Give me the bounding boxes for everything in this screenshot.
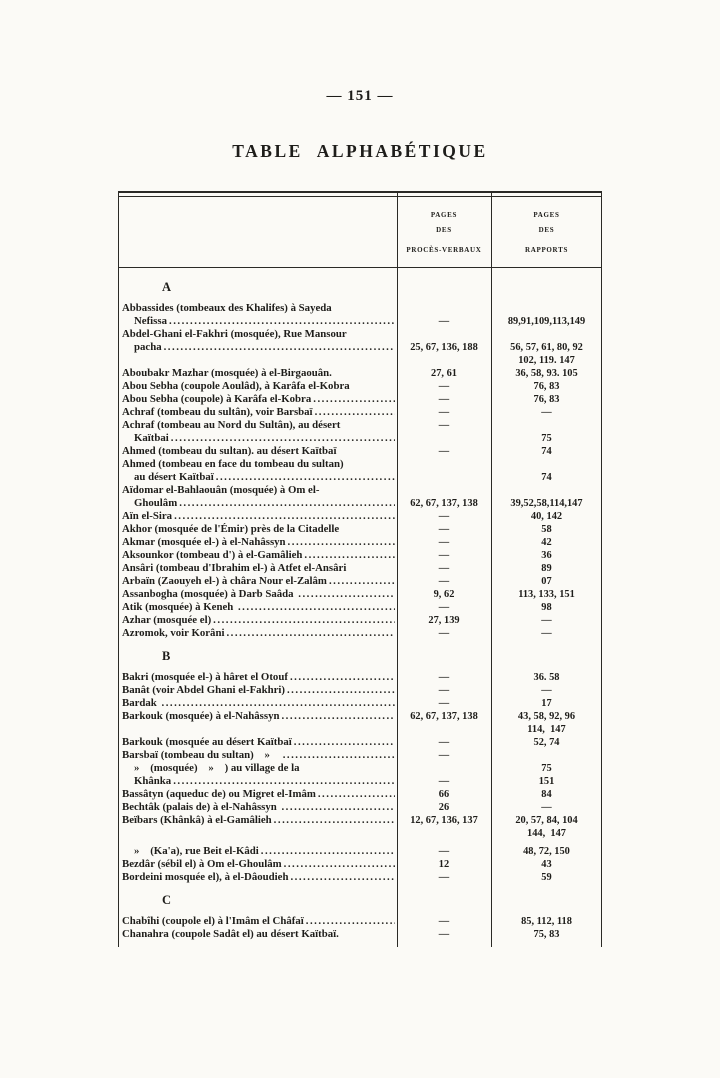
proces-verbaux-pages-cell: —: [438, 628, 450, 639]
proces-verbaux-pages-cell: —: [438, 929, 450, 940]
index-row: [118, 445, 602, 458]
dot-leader: [213, 614, 395, 627]
entry-cell: [118, 367, 397, 380]
dot-leader: [281, 710, 395, 723]
dot-leader: [284, 858, 395, 871]
rapports-pages-cell: 40, 142: [530, 511, 563, 522]
page-title: TABLE ALPHABÉTIQUE: [232, 141, 488, 161]
entry-cell: [118, 801, 397, 814]
entry-text: Aksounkor (tombeau d') à el-Gamâlieh: [122, 549, 303, 561]
entry-cell: [118, 315, 397, 328]
index-row: [118, 697, 602, 710]
index-row: [118, 723, 602, 736]
dot-leader: [306, 915, 395, 928]
entry-cell: [118, 328, 397, 341]
entry-text: Azhar (mosquée el): [122, 614, 212, 626]
index-row: [118, 749, 602, 762]
index-row: [118, 536, 602, 549]
rapports-pages-cell: 56, 57, 61, 80, 92: [510, 342, 583, 353]
index-row: [118, 814, 602, 827]
proces-verbaux-pages-cell: 12: [438, 859, 450, 870]
entry-cell: [118, 749, 397, 762]
entry-text: Abdel-Ghani el-Fakhri (mosquée), Rue Mansour: [122, 328, 347, 340]
proces-verbaux-pages-cell: 27, 61: [431, 368, 457, 379]
entry-text: Atik (mosquée) à Keneh: [122, 601, 236, 613]
entry-text: Bassâtyn (aqueduc de) ou Migret el-Imâm: [122, 788, 316, 800]
rapports-pages-cell: 48, 72, 150: [523, 846, 570, 857]
entry-text: Banât (voir Abdel Ghani el-Fakhri): [122, 684, 285, 696]
dot-leader: [315, 406, 395, 419]
index-row: [118, 328, 602, 341]
rapports-pages-cell: 58: [541, 524, 552, 535]
entry-cell: [118, 684, 397, 697]
entry-text: » (Ka'a), rue Beit el-Kâdi: [134, 845, 259, 857]
entry-cell: [118, 341, 397, 354]
entry-cell: [118, 406, 397, 419]
entry-text: Akmar (mosquée el-) à el-Nahâssyn: [122, 536, 286, 548]
entry-text: Chabîhi (coupole el) à l'Imâm el Châfaï: [122, 915, 304, 927]
proces-verbaux-pages-cell: —: [438, 602, 450, 613]
proces-verbaux-pages-cell: —: [438, 420, 450, 431]
entry-cell: [118, 671, 397, 684]
index-row: [118, 736, 602, 749]
entry-cell: [118, 588, 397, 601]
proces-verbaux-pages-cell: 62, 67, 137, 138: [410, 498, 478, 509]
entry-cell: [118, 845, 397, 858]
rapports-pages-cell: 74: [541, 446, 552, 457]
entry-cell: [118, 858, 397, 871]
index-row: [118, 871, 602, 884]
entry-cell: [118, 762, 397, 775]
proces-verbaux-pages-cell: —: [438, 750, 450, 761]
entry-text: Arbaïn (Zaouyeh el-) à châra Nour el-Zalâm: [122, 575, 327, 587]
dot-leader: [294, 736, 395, 749]
rapports-pages-cell: 36: [541, 550, 552, 561]
index-table: [118, 191, 602, 947]
dot-leader: [313, 393, 395, 406]
proces-verbaux-pages-cell: —: [438, 672, 450, 683]
proces-verbaux-pages-cell: —: [438, 685, 450, 696]
dot-leader: [179, 497, 395, 510]
index-row: [118, 419, 602, 432]
pv-header-line-1: PAGES: [430, 211, 458, 219]
dot-leader: [298, 588, 395, 601]
index-row: [118, 858, 602, 871]
rapports-pages-cell: 39,52,58,114,147: [510, 498, 583, 509]
index-row: [118, 671, 602, 684]
entry-text: Achraf (tombeau au Nord du Sultân), au désert: [122, 419, 341, 431]
entry-cell: [118, 775, 397, 788]
entry-cell: [118, 627, 397, 640]
rapports-pages-cell: 75: [541, 433, 552, 444]
rapports-pages-cell: 114, 147: [527, 724, 566, 735]
entry-text: Azromok, voir Korâni: [122, 627, 225, 639]
table-left-rule: [118, 191, 119, 947]
index-row: [118, 614, 602, 627]
dot-leader: [171, 432, 395, 445]
index-row: [118, 302, 602, 315]
dot-leader: [287, 684, 395, 697]
dot-leader: [162, 697, 396, 710]
index-row: [118, 367, 602, 380]
index-row: [118, 928, 602, 941]
entry-cell: [118, 814, 397, 827]
rap-header-line-3: RAPPORTS: [524, 246, 569, 254]
index-row: [118, 484, 602, 497]
entry-text: Aïdomar el-Bahlaouân (mosquée) à Om el-: [122, 484, 320, 496]
index-row: [118, 775, 602, 788]
rapports-pages-cell: —: [541, 685, 552, 696]
index-row: [118, 510, 602, 523]
proces-verbaux-pages-cell: —: [438, 446, 450, 457]
proces-verbaux-pages-cell: —: [438, 550, 450, 561]
entry-cell: [118, 393, 397, 406]
entry-text: pacha: [134, 341, 162, 353]
entry-cell: [118, 510, 397, 523]
entry-text: Ghoulâm: [134, 497, 178, 509]
dot-leader: [169, 315, 395, 328]
entry-cell: [118, 575, 397, 588]
entry-text: Abbassides (tombeaux des Khalifes) à Sayeda: [122, 302, 332, 314]
proces-verbaux-pages-cell: —: [438, 316, 450, 327]
rapports-pages-cell: 74: [541, 472, 552, 483]
index-row: [118, 601, 602, 614]
rapports-pages-cell: 144, 147: [527, 828, 566, 839]
index-row: [118, 549, 602, 562]
entry-text: au désert Kaïtbaï: [134, 471, 214, 483]
entry-text: Khânka: [134, 775, 172, 787]
entry-text: Ahmed (tombeau du sultan). au désert Kaïtbaï: [122, 445, 337, 457]
table-body: [118, 268, 602, 947]
index-row: [118, 801, 602, 814]
entry-text: Abou Sebha (coupole Aoulâd), à Karâfa el-Kobra: [122, 380, 350, 392]
entry-text: Ansâri (tombeau d'Ibrahim el-) à Atfet el-Ansâri: [122, 562, 347, 574]
entry-cell: [118, 471, 397, 484]
entry-cell: [118, 536, 397, 549]
entry-text: Barkouk (mosquée au désert Kaïtbaï: [122, 736, 292, 748]
dot-leader: [216, 471, 395, 484]
entry-text: Bezdâr (sébil el) à Om el-Ghoulâm: [122, 858, 282, 870]
rapports-pages-cell: 52, 74: [533, 737, 560, 748]
proces-verbaux-pages-cell: 9, 62: [433, 589, 455, 600]
index-row: [118, 562, 602, 575]
index-row: [118, 684, 602, 697]
rapports-pages-cell: —: [541, 802, 552, 813]
entry-text: Bordeini mosquée el), à el-Dâoudieh: [122, 871, 289, 883]
entry-cell: [118, 788, 397, 801]
dot-leader: [288, 536, 395, 549]
entry-text: » (mosquée) » ) au village de la: [134, 762, 300, 774]
entry-text: Barsbaï (tombeau du sultan) »: [122, 749, 281, 761]
rapports-pages-cell: 07: [541, 576, 552, 587]
entry-cell: [118, 697, 397, 710]
rapports-pages-cell: 89,91,109,113,149: [507, 316, 586, 327]
entry-text: Ahmed (tombeau en face du tombeau du sultan): [122, 458, 344, 470]
dot-leader: [173, 775, 395, 788]
rapports-pages-cell: 113, 133, 151: [518, 589, 575, 600]
entry-text: Bardak: [122, 697, 160, 709]
index-row: [118, 762, 602, 775]
rapports-pages-cell: —: [541, 407, 552, 418]
index-row: [118, 341, 602, 354]
entry-text: Chanahra (coupole Sadât el) au désert Kaïtbaï.: [122, 928, 339, 940]
index-row: [118, 354, 602, 367]
proces-verbaux-pages-cell: —: [438, 381, 450, 392]
entry-cell: [118, 614, 397, 627]
entry-cell: [118, 871, 397, 884]
dot-leader: [290, 871, 395, 884]
entry-cell: [118, 562, 397, 575]
proces-verbaux-pages-cell: —: [438, 737, 450, 748]
proces-verbaux-pages-cell: —: [438, 576, 450, 587]
dot-leader: [304, 549, 395, 562]
index-row: [118, 588, 602, 601]
rapports-pages-cell: 76, 83: [533, 381, 560, 392]
index-row: [118, 497, 602, 510]
table-header-row: [118, 197, 602, 268]
rap-header-line-2: DES: [538, 226, 555, 234]
rapports-column-header: [491, 208, 602, 258]
dot-leader: [318, 788, 395, 801]
entry-text: Bakri (mosquée el-) à hâret el Otouf: [122, 671, 288, 683]
index-row: [118, 627, 602, 640]
rap-header-line-1: PAGES: [533, 211, 560, 219]
proces-verbaux-pages-cell: 25, 67, 136, 188: [410, 342, 478, 353]
proces-verbaux-pages-cell: —: [438, 916, 450, 927]
index-row: [118, 710, 602, 723]
rapports-pages-cell: 84: [541, 789, 552, 800]
entry-cell: [118, 549, 397, 562]
entry-cell: [118, 445, 397, 458]
entry-cell: [118, 380, 397, 393]
proces-verbaux-pages-cell: —: [438, 394, 450, 405]
section-letter: B: [162, 649, 171, 663]
entry-cell: [118, 736, 397, 749]
entry-column-header: [118, 208, 397, 258]
dot-leader: [174, 510, 395, 523]
rapports-pages-cell: 151: [538, 776, 555, 787]
entry-text: Barkouk (mosquée) à el-Nahâssyn: [122, 710, 280, 722]
index-row: [118, 471, 602, 484]
section-letter: A: [162, 280, 172, 294]
dot-leader: [261, 845, 395, 858]
index-row: [118, 523, 602, 536]
entry-cell: [118, 302, 397, 315]
proces-verbaux-pages-cell: —: [438, 563, 450, 574]
entry-cell: [118, 484, 397, 497]
rapports-pages-cell: 98: [541, 602, 552, 613]
index-row: [118, 458, 602, 471]
rapports-pages-cell: 85, 112, 118: [521, 916, 572, 927]
rapports-pages-cell: 36. 58: [533, 672, 560, 683]
entry-cell: [118, 432, 397, 445]
proces-verbaux-pages-cell: —: [438, 524, 450, 535]
entry-text: Assanbogha (mosquée) à Darb Saâda: [122, 588, 297, 600]
index-row: [118, 315, 602, 328]
proces-verbaux-pages-cell: 66: [438, 789, 450, 800]
entry-cell: [118, 458, 397, 471]
dot-leader: [226, 627, 395, 640]
proces-verbaux-pages-cell: 62, 67, 137, 138: [410, 711, 478, 722]
rapports-pages-cell: 43, 58, 92, 96: [517, 711, 576, 722]
proces-verbaux-pages-cell: 26: [438, 802, 450, 813]
rapports-pages-cell: —: [541, 628, 552, 639]
proces-verbaux-pages-cell: —: [438, 776, 450, 787]
entry-cell: [118, 710, 397, 723]
dot-leader: [283, 749, 395, 762]
dot-leader: [164, 341, 395, 354]
entry-text: Kaïtbai: [134, 432, 169, 444]
entry-text: Aïn el-Sira: [122, 510, 173, 522]
entry-cell: [118, 928, 397, 941]
rapports-pages-cell: 20, 57, 84, 104: [515, 815, 578, 826]
entry-cell: [118, 497, 397, 510]
entry-text: Beïbars (Khânkâ) à el-Gamâlieh: [122, 814, 272, 826]
index-row: [118, 827, 602, 840]
dot-leader: [238, 601, 395, 614]
rapports-pages-cell: 59: [541, 872, 552, 883]
rapports-pages-cell: 42: [541, 537, 552, 548]
column-divider-2: [491, 191, 492, 947]
page-number: — 151 —: [326, 88, 394, 104]
entry-cell: [118, 915, 397, 928]
pv-header-line-2: DES: [436, 226, 452, 234]
proces-verbaux-pages-cell: —: [438, 698, 450, 709]
proces-verbaux-pages-cell: —: [438, 872, 450, 883]
entry-text: Akhor (mosquée de l'Émir) près de la Citadelle: [122, 523, 340, 535]
index-row: [118, 380, 602, 393]
rapports-pages-cell: 43: [541, 859, 552, 870]
index-row: [118, 393, 602, 406]
section-letter: C: [162, 893, 172, 907]
proces-verbaux-pages-cell: —: [438, 407, 450, 418]
entry-text: Bechtâk (palais de) à el-Nahâssyn: [122, 801, 280, 813]
entry-text: Aboubakr Mazhar (mosquée) à el-Birgaouân.: [122, 367, 332, 379]
pv-header-line-3: PROCÈS-VERBAUX: [406, 246, 482, 254]
rapports-pages-cell: 17: [541, 698, 552, 709]
proces-verbaux-pages-cell: —: [438, 537, 450, 548]
proces-verbaux-pages-cell: —: [438, 846, 450, 857]
rapports-pages-cell: 76, 83: [533, 394, 560, 405]
entry-text: Nefissa: [134, 315, 167, 327]
rapports-pages-cell: 75: [541, 763, 552, 774]
rapports-pages-cell: 75, 83: [533, 929, 560, 940]
proces-verbaux-column-header: [397, 208, 491, 258]
table-right-rule: [601, 191, 602, 947]
index-row: [118, 788, 602, 801]
proces-verbaux-pages-cell: —: [438, 511, 450, 522]
dot-leader: [329, 575, 395, 588]
entry-cell: [118, 419, 397, 432]
dot-leader: [274, 814, 395, 827]
rapports-pages-cell: —: [541, 615, 552, 626]
proces-verbaux-pages-cell: 12, 67, 136, 137: [410, 815, 478, 826]
index-row: [118, 845, 602, 858]
dot-leader: [290, 671, 395, 684]
index-row: [118, 406, 602, 419]
proces-verbaux-pages-cell: 27, 139: [428, 615, 460, 626]
entry-cell: [118, 523, 397, 536]
entry-cell: [118, 601, 397, 614]
index-row: [118, 915, 602, 928]
entry-text: Abou Sebha (coupole) à Karâfa el-Kobra: [122, 393, 312, 405]
dot-leader: [281, 801, 395, 814]
entry-text: Achraf (tombeau du sultân), voir Barsbaï: [122, 406, 313, 418]
index-row: [118, 432, 602, 445]
index-row: [118, 575, 602, 588]
rapports-pages-cell: 36, 58, 93. 105: [515, 368, 578, 379]
rapports-pages-cell: 89: [541, 563, 552, 574]
column-divider-1: [397, 191, 398, 947]
rapports-pages-cell: 102, 119. 147: [518, 355, 575, 366]
